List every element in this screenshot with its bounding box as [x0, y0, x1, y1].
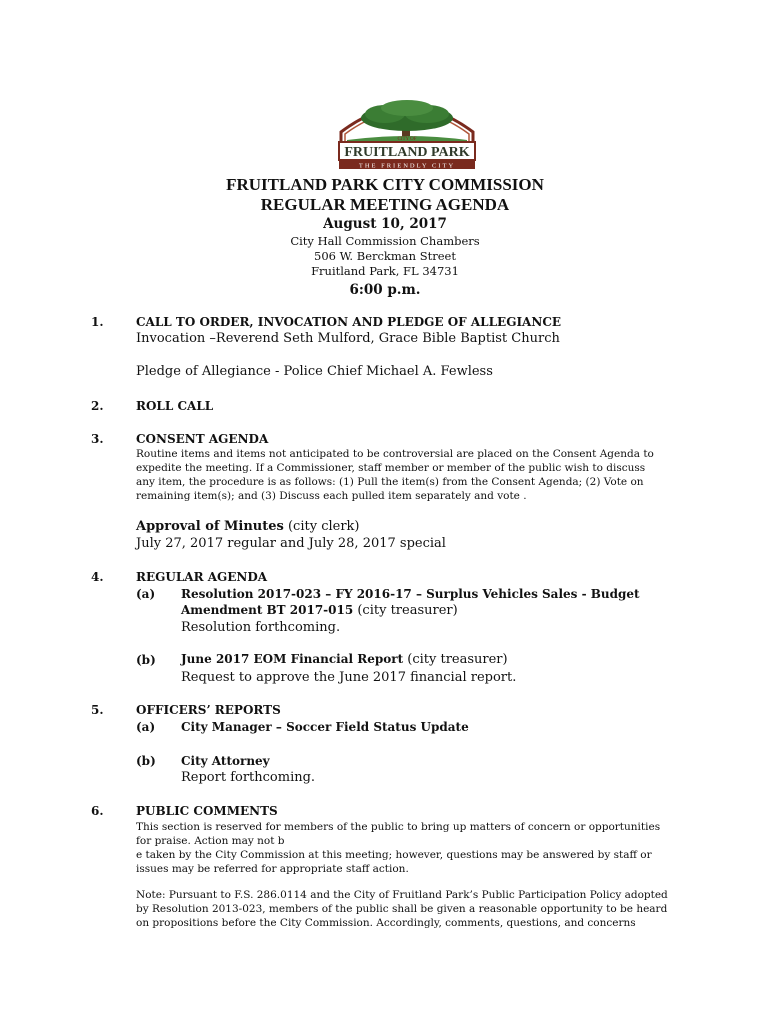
item-4b-title-line — [181, 652, 508, 667]
item-5b-letter: (b) — [136, 754, 156, 768]
item-4b-who: (city treasurer) — [407, 652, 508, 667]
item-2-number: 2. — [91, 399, 104, 413]
location-name: City Hall Commission Chambers — [290, 234, 480, 248]
item-1-pledge: Pledge of Allegiance - Police Chief Michael A. Fewless — [136, 364, 493, 379]
item-1-invocation: Invocation –Reverend Seth Mulford, Grace Bible Baptist Church — [136, 331, 560, 346]
item-2-title: ROLL CALL — [136, 399, 214, 413]
minutes-detail: July 27, 2017 regular and July 28, 2017 special — [136, 536, 446, 551]
title-line-2: REGULAR MEETING AGENDA — [260, 195, 510, 214]
public-comments-line-3: e taken by the City Commission at this meeting; however, questions may be answered by staff or — [136, 849, 652, 861]
consent-desc-2: expedite the meeting. If a Commissioner, staff member or member of the public wish to discuss — [136, 462, 646, 474]
logo-name: FRUITLAND PARK — [344, 145, 470, 160]
location-city: Fruitland Park, FL 34731 — [311, 264, 459, 278]
item-4a-note: Resolution forthcoming. — [181, 620, 341, 635]
public-comments-line-4: issues may be referred for appropriate staff action. — [136, 863, 409, 875]
logo-top-text: CITY OF — [397, 137, 417, 142]
item-6-title: PUBLIC COMMENTS — [136, 804, 278, 818]
item-4b-title: June 2017 EOM Financial Report — [181, 652, 404, 666]
item-3-number: 3. — [91, 432, 104, 446]
item-1-number: 1. — [91, 315, 104, 329]
minutes-who: (city clerk) — [287, 519, 360, 534]
item-3-title: CONSENT AGENDA — [136, 432, 269, 446]
item-1-title: CALL TO ORDER, INVOCATION AND PLEDGE OF ALLEGIANCE — [136, 315, 562, 329]
item-4b-note: Request to approve the June 2017 financial report. — [181, 670, 517, 685]
item-5-title: OFFICERS’ REPORTS — [136, 703, 281, 717]
public-comments-note-1: Note: Pursuant to F.S. 286.0114 and the City of Fruitland Park’s Public Participation Policy adopted — [136, 889, 668, 901]
item-4a-title-1: Resolution 2017-023 – FY 2016-17 – Surplus Vehicles Sales - Budget — [181, 587, 640, 601]
location-street: 506 W. Berckman Street — [314, 249, 456, 263]
meeting-time: 6:00 p.m. — [349, 282, 421, 298]
meeting-date: August 10, 2017 — [323, 216, 447, 232]
item-4a-letter: (a) — [136, 587, 156, 601]
public-comments-line-1: This section is reserved for members of the public to bring up matters of concern or opportunities — [136, 821, 661, 833]
item-4a-title-2: Amendment BT 2017-015 — [181, 603, 354, 617]
public-comments-note-2: by Resolution 2013-023, members of the public shall be given a reasonable opportunity to be heard — [136, 903, 668, 915]
item-6-number: 6. — [91, 804, 104, 818]
item-4a-title-line-2 — [181, 603, 458, 618]
minutes-line — [136, 519, 360, 534]
item-4-number: 4. — [91, 570, 104, 584]
consent-desc-3: any item, the procedure is as follows: (1) Pull the item(s) from the Consent Agenda; (2) Vote on — [136, 476, 644, 488]
city-logo — [335, 92, 479, 170]
consent-desc-4: remaining item(s); and (3) Discuss each pulled item separately and vote . — [136, 490, 527, 502]
public-comments-note-3: on propositions before the City Commission. Accordingly, comments, questions, and concerns — [136, 917, 636, 929]
public-comments-line-2: for praise. Action may not b — [136, 835, 285, 847]
item-5b-note: Report forthcoming. — [181, 770, 316, 785]
item-5b-title: City Attorney — [181, 754, 270, 768]
minutes-label: Approval of Minutes — [136, 519, 284, 534]
item-4a-who: (city treasurer) — [357, 603, 458, 618]
title-line-1: FRUITLAND PARK CITY COMMISSION — [226, 175, 544, 194]
logo-tagline: THE FRIENDLY CITY — [358, 162, 456, 170]
item-5a-title: City Manager – Soccer Field Status Update — [181, 720, 469, 734]
item-5a-letter: (a) — [136, 720, 156, 734]
item-4-title: REGULAR AGENDA — [136, 570, 268, 584]
item-5-number: 5. — [91, 703, 104, 717]
consent-desc-1: Routine items and items not anticipated to be controversial are placed on the Consent Agenda to — [136, 448, 654, 460]
item-4b-letter: (b) — [136, 653, 156, 667]
